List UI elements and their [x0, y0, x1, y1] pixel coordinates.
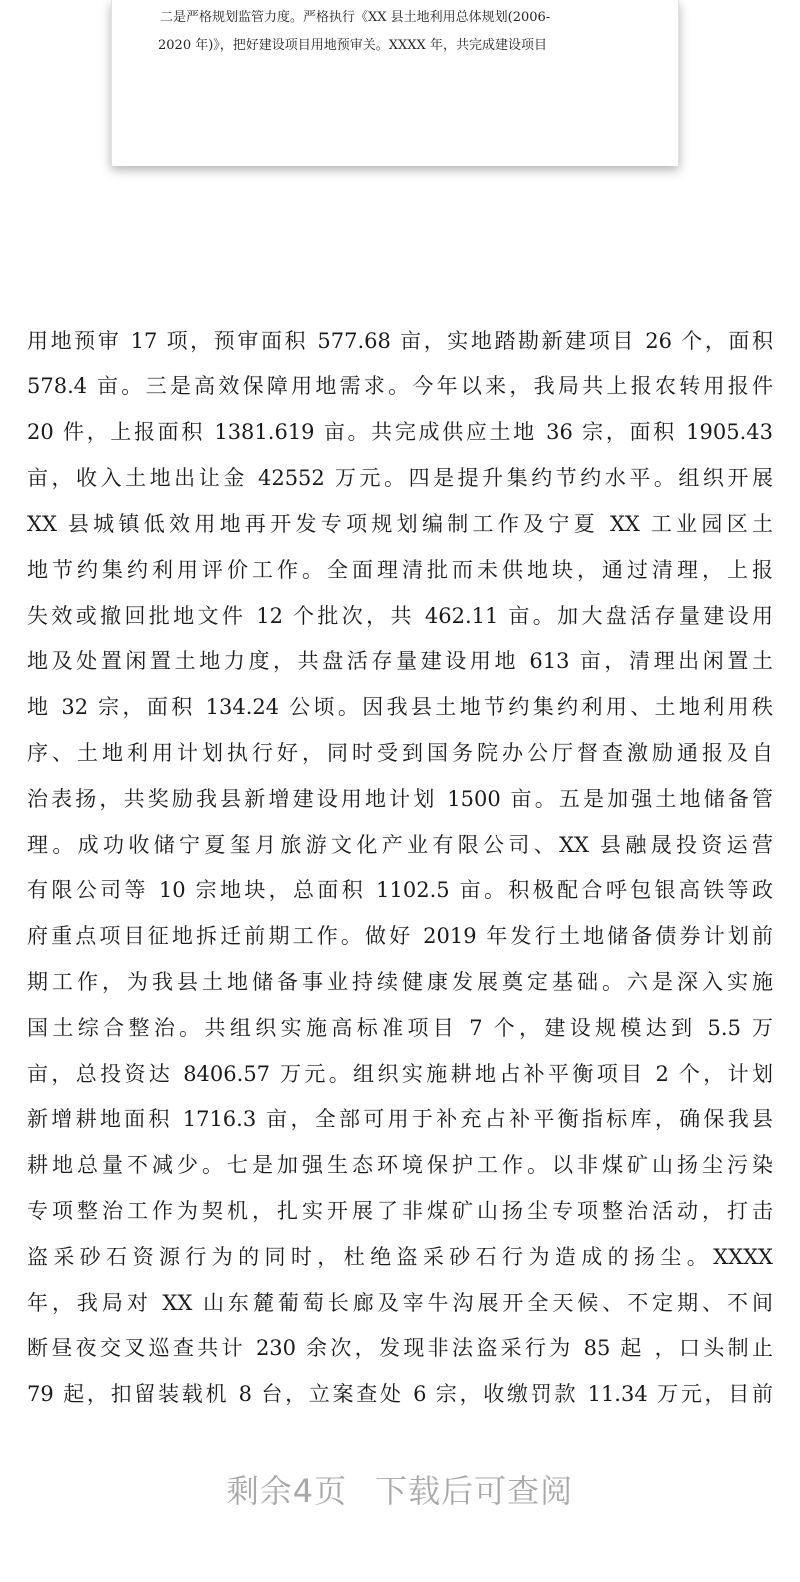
body-line: 有限公司等 10 宗地块，总面积 1102.5 亩。积极配合呼包银高铁等政: [27, 878, 773, 902]
download-to-read-text: 下载后可查阅: [375, 1472, 574, 1510]
body-line: 期工作，为我县土地储备事业持续健康发展奠定基础。六是深入实施: [27, 970, 773, 994]
body-line: 失效或撤回批地文件 12 个批次，共 462.11 亩。加大盘活存量建设用: [27, 604, 773, 628]
remaining-pages-text: 剩余4页: [226, 1472, 348, 1510]
body-line: 府重点项目征地拆迁前期工作。做好 2019 年发行土地储备债券计划前: [27, 924, 773, 948]
body-line: 耕地总量不减少。七是加强生态环境保护工作。以非煤矿山扬尘污染: [27, 1153, 773, 1177]
body-line: 序、土地利用计划执行好，同时受到国务院办公厅督查激励通报及自: [27, 741, 773, 765]
body-line: 地节约集约利用评价工作。全面理清批而未供地块，通过清理，上报: [27, 558, 773, 582]
body-line: 亩，收入土地出让金 42552 万元。四是提升集约节约水平。组织开展: [27, 466, 773, 490]
body-line: 地 32 宗，面积 134.24 公顷。因我县土地节约集约利用、土地利用秩: [27, 695, 773, 719]
card-text-line: 2020 年)》，把好建设项目用地预审关。XXXX 年，共完成建设项目: [158, 38, 547, 53]
body-line: 国土综合整治。共组织实施高标准项目 7 个，建设规模达到 5.5 万: [27, 1016, 773, 1040]
body-line: 盗采砂石资源行为的同时，杜绝盗采砂石行为造成的扬尘。XXXX: [27, 1245, 773, 1269]
body-line: 治表扬，共奖励我县新增建设用地计划 1500 亩。五是加强土地储备管: [27, 787, 773, 811]
body-line: 地及处置闲置土地力度，共盘活存量建设用地 613 亩，清理出闲置土: [27, 649, 773, 673]
body-line: 专项整治工作为契机，扎实开展了非煤矿山扬尘专项整治活动，打击: [27, 1199, 773, 1223]
body-line: 20 件，上报面积 1381.619 亩。共完成供应土地 36 宗，面积 1905.43: [27, 420, 773, 444]
body-line: 新增耕地面积 1716.3 亩，全部可用于补充占补平衡指标库，确保我县: [27, 1107, 773, 1131]
body-line: XX 县城镇低效用地再开发专项规划编制工作及宁夏 XX 工业园区土: [27, 512, 773, 536]
body-line: 578.4 亩。三是高效保障用地需求。今年以来，我局共上报农转用报件: [27, 374, 773, 398]
body-line: 理。成功收储宁夏玺月旅游文化产业有限公司、XX 县融晟投资运营: [27, 833, 773, 857]
body-line: 断昼夜交叉巡查共计 230 余次，发现非法盗采行为 85 起 ，口头制止: [27, 1336, 773, 1360]
body-line: 79 起，扣留装载机 8 台，立案查处 6 宗，收缴罚款 11.34 万元，目前: [27, 1382, 773, 1406]
body-line: 年，我局对 XX 山东麓葡萄长廊及宰牛沟展开全天候、不定期、不间: [27, 1291, 773, 1315]
download-prompt[interactable]: [0, 1466, 800, 1512]
preview-page-card: [111, 0, 679, 166]
body-line: 亩，总投资达 8406.57 万元。组织实施耕地占补平衡项目 2 个，计划: [27, 1062, 773, 1086]
body-line: 用地预审 17 项，预审面积 577.68 亩，实地踏勘新建项目 26 个，面积: [27, 329, 773, 353]
card-text-line: 二是严格规划监管力度。严格执行《XX 县土地利用总体规划(2006-: [160, 10, 551, 25]
